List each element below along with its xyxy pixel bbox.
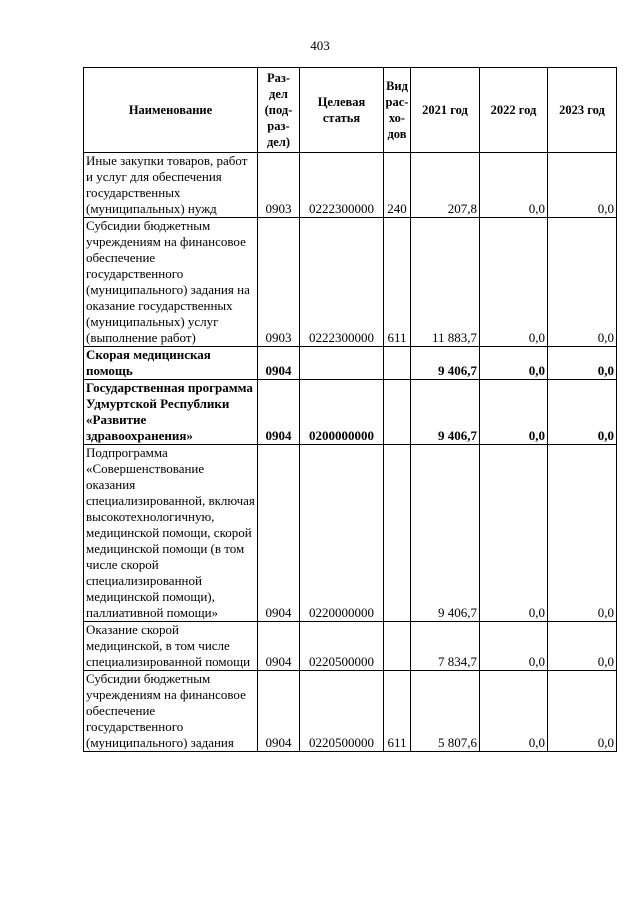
row-section: 0904 [258,622,300,671]
row-2022: 0,0 [480,153,548,218]
row-section: 0904 [258,380,300,445]
budget-table [83,67,617,752]
row-2021: 7 834,7 [411,622,480,671]
row-2022: 0,0 [480,671,548,752]
row-2023: 0,0 [548,622,617,671]
header-kind-text: Вид рас- хо- дов [385,79,409,141]
header-2023: 2023 год [548,68,617,153]
header-target-text: Целевая статья [317,95,366,125]
row-section: 0903 [258,218,300,347]
table-header-row [84,68,617,153]
row-name: Государственная программа Удмуртской Республики «Развитие здравоохранения» [84,380,258,445]
row-2022: 0,0 [480,445,548,622]
row-2021: 9 406,7 [411,347,480,380]
row-target [300,347,384,380]
row-2023: 0,0 [548,153,617,218]
row-kind: 611 [384,671,411,752]
row-2021: 9 406,7 [411,445,480,622]
row-kind [384,380,411,445]
row-2021: 207,8 [411,153,480,218]
row-2022: 0,0 [480,622,548,671]
row-name: Иные закупки товаров, работ и услуг для обеспечения государственных (муниципальных) нужд [84,153,258,218]
row-target: 0220500000 [300,671,384,752]
row-name: Субсидии бюджетным учреждениям на финансовое обеспечение государственного (муниципального) задания на оказание государственных (муниципальных) услуг (выполнение работ) [84,218,258,347]
row-2022: 0,0 [480,347,548,380]
row-target: 0200000000 [300,380,384,445]
header-2021: 2021 год [411,68,480,153]
header-section-text: Раз- дел (под- раз- дел) [264,71,293,149]
row-2021: 5 807,6 [411,671,480,752]
row-target: 0222300000 [300,218,384,347]
row-kind [384,622,411,671]
table-row [84,671,617,752]
row-2023: 0,0 [548,347,617,380]
row-name: Скорая медицинская помощь [84,347,258,380]
header-section [258,68,300,153]
table-row [84,380,617,445]
header-kind [384,68,411,153]
table-row [84,347,617,380]
row-2022: 0,0 [480,380,548,445]
row-kind: 611 [384,218,411,347]
row-name: Оказание скорой медицинской, в том числе специализированной помощи [84,622,258,671]
table-row [84,622,617,671]
header-2022: 2022 год [480,68,548,153]
row-section: 0904 [258,445,300,622]
table-row [84,153,617,218]
row-2023: 0,0 [548,380,617,445]
row-name: Субсидии бюджетным учреждениям на финансовое обеспечение государственного (муниципального) задания [84,671,258,752]
row-section: 0904 [258,671,300,752]
row-2021: 9 406,7 [411,380,480,445]
row-target: 0220500000 [300,622,384,671]
row-section: 0904 [258,347,300,380]
row-2021: 11 883,7 [411,218,480,347]
page-number: 403 [310,38,330,53]
row-target: 0220000000 [300,445,384,622]
row-kind: 240 [384,153,411,218]
header-target [300,68,384,153]
row-2023: 0,0 [548,445,617,622]
row-2022: 0,0 [480,218,548,347]
row-kind [384,347,411,380]
table-row [84,445,617,622]
header-name: Наименование [84,68,258,153]
row-2023: 0,0 [548,671,617,752]
row-target: 0222300000 [300,153,384,218]
row-kind [384,445,411,622]
row-2023: 0,0 [548,218,617,347]
table-row [84,218,617,347]
row-name: Подпрограмма «Совершенствование оказания специализированной, включая высокотехнологичную, медицинской помощи, скорой медицинской помощи (в том числе скорой специализированной медицинской помощи), паллиативной помощи» [84,445,258,622]
row-section: 0903 [258,153,300,218]
